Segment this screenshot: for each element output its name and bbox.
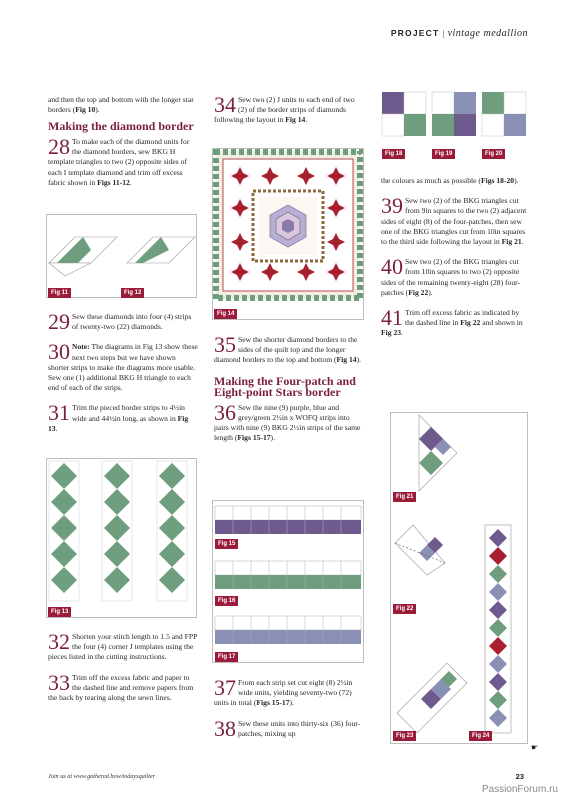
fig-11-label: Fig 11 xyxy=(48,288,71,298)
fig-14-label: Fig 14 xyxy=(214,309,237,319)
step-number: 33 xyxy=(48,669,70,695)
step-text-mid: and shown in xyxy=(480,318,523,328)
fig-ref: Fig 22 xyxy=(460,318,481,328)
step-text: Sew two (2) of the BKG triangles cut from 9in squares to the two (2) adjacent sides of eight (8) of the four-patches, then sew one of the BKG triangles cut from 10in squares to the third side following the layout in xyxy=(381,196,527,247)
figure-14-box xyxy=(212,148,364,320)
step-41 xyxy=(381,305,529,339)
step-number: 41 xyxy=(381,305,403,331)
figure-15-17-box xyxy=(212,500,364,663)
fig-ref: Figs 15-17 xyxy=(237,433,271,443)
step-end: . xyxy=(305,115,308,125)
step-35 xyxy=(214,332,364,366)
step-31 xyxy=(48,400,198,434)
header-title: vintage medallion xyxy=(447,28,528,39)
step-number: 36 xyxy=(214,399,236,425)
fig-16-label: Fig 16 xyxy=(215,596,238,606)
step-end: . xyxy=(129,177,132,187)
strip-set-purple xyxy=(215,506,361,534)
heading-diamond-border: Making the diamond border xyxy=(48,119,194,134)
quilt-layout-illustration xyxy=(213,149,363,301)
step-text: Sew two (2) of the BKG triangles cut from 10in squares to two (2) opposite sides of the remaining twenty-eight (28) four-patches ( xyxy=(381,257,521,297)
fig-ref: Figs 18-20 xyxy=(480,176,515,185)
step-37 xyxy=(214,675,364,709)
header-separator: | xyxy=(442,28,445,38)
intro-end: ). xyxy=(95,105,100,115)
step-number: 29 xyxy=(48,309,70,334)
fig-24-label: Fig 24 xyxy=(469,731,492,741)
step-number: 38 xyxy=(214,715,236,741)
step-36 xyxy=(214,399,364,444)
step-text: Shorten your stitch length to 1.5 and FPP the four (4) corner J templates using the pieces listed in the cutting instructions. xyxy=(48,632,198,662)
step-text: Sew these units into thirty-six (36) four-patches, mixing up xyxy=(238,718,361,738)
step-number: 31 xyxy=(48,400,70,426)
figure-21-24-box xyxy=(390,412,528,744)
four-patch-illustration xyxy=(380,90,531,148)
intro-paragraph xyxy=(48,95,198,115)
pointing-hand-icon: ☛ xyxy=(531,743,539,752)
fig-23-unit xyxy=(397,663,467,733)
fig-ref: Fig 14 xyxy=(336,355,357,365)
step-end: . xyxy=(55,423,58,433)
diamond-strips-illustration xyxy=(47,459,198,604)
note-label: Note: xyxy=(72,342,90,352)
column-2-top xyxy=(214,92,364,136)
step-29 xyxy=(48,309,198,334)
step-30 xyxy=(48,339,198,393)
step-end: ). xyxy=(289,698,294,708)
step-39 xyxy=(381,193,529,247)
diamond-strip-1 xyxy=(49,461,79,601)
intro-text: and then the top and bottom with the longer star borders ( xyxy=(48,95,194,115)
fig-ref: Fig 13 xyxy=(48,413,189,433)
figure-11-12-box xyxy=(46,214,197,298)
step-text: Trim off the excess fabric and paper to the dashed line and remove papers from the back by tearing along the sewn lines. xyxy=(48,672,194,703)
step-end: ). xyxy=(270,433,275,443)
fig-17-label: Fig 17 xyxy=(215,652,238,662)
fig-20-label: Fig 20 xyxy=(482,149,505,159)
strip-sets-illustration xyxy=(213,501,363,651)
step-number: 28 xyxy=(48,133,70,159)
column-2-bottom xyxy=(214,675,364,749)
fig-21-unit xyxy=(419,415,457,491)
fig-22-unit xyxy=(395,525,445,575)
step-number: 32 xyxy=(48,629,70,654)
step-28 xyxy=(48,133,198,188)
step-33 xyxy=(48,669,198,704)
step-end: ). xyxy=(428,287,433,297)
heading-fourpatch: Making the Four-patch and Eight-point Stars border xyxy=(214,373,356,400)
fig-24-column xyxy=(485,525,511,733)
footer-url: Join us at www.gathered.how/todaysquilter xyxy=(48,773,156,780)
step-text: The diagrams in Fig 13 show these next two steps but we have shown shorter strips to make the diagrams more usable. Sew one (1) additional BKG H triangle to each end of each of the strips. xyxy=(48,342,198,393)
fig-22-label: Fig 22 xyxy=(393,604,416,614)
column-1 xyxy=(48,95,198,198)
fig-ref: Fig 23 xyxy=(381,328,402,338)
step-text: Trim the pieced border strips to 4½in wide and 44½in long, as shown in xyxy=(72,403,185,423)
strip-set-green xyxy=(215,561,361,589)
header-project: PROJECT xyxy=(390,28,440,38)
figure-18-20-box xyxy=(380,90,531,160)
step-number: 39 xyxy=(381,193,403,219)
step-38 xyxy=(214,715,364,741)
step-text: Sew these diamonds into four (4) strips of twenty-two (22) diamonds. xyxy=(72,312,192,332)
fig-19-label: Fig 19 xyxy=(432,149,455,159)
step-number: 34 xyxy=(214,92,236,117)
step-number: 30 xyxy=(48,339,70,365)
strip-set-blue xyxy=(215,616,361,644)
step-end: . xyxy=(401,328,403,338)
step-text: To make each of the diamond units for the diamond borders, sew BKG H template triangles to two (2) opposite sides of each I template diamond and trim off excess fabric shown in xyxy=(48,136,190,187)
step-number: 35 xyxy=(214,332,236,357)
step-end: ). xyxy=(514,176,519,185)
fig-ref: Fig 21 xyxy=(501,237,522,247)
step-text: the colours as much as possible ( xyxy=(381,176,481,185)
four-patch-20 xyxy=(482,92,526,136)
fig-ref: Figs 11-12 xyxy=(97,177,130,187)
fig-13-label: Fig 13 xyxy=(48,607,71,617)
fig-ref: Fig 14 xyxy=(285,115,306,125)
step-text: From each strip set cut eight (8) 2½in wide units, yielding seventy-two (72) units in total ( xyxy=(214,678,353,708)
fig-ref: Figs 15-17 xyxy=(256,698,290,708)
step-end: . xyxy=(521,237,524,247)
figure-13-box xyxy=(46,458,197,618)
fig-18-label: Fig 18 xyxy=(382,149,405,159)
step-text: Sew the shorter diamond borders to the sides of the quilt top and the longer diamond borders to the top and bottom ( xyxy=(214,335,358,365)
fig-23-label: Fig 23 xyxy=(393,731,416,741)
step-text: Sew two (2) J units to each end of two (2) of the border strips of diamonds following the layout in xyxy=(214,95,355,125)
fig-21-label: Fig 21 xyxy=(393,492,416,502)
step-text: Trim off excess fabric as indicated by the dashed line in xyxy=(405,308,520,328)
step-number: 37 xyxy=(214,675,236,700)
fig-15-label: Fig 15 xyxy=(215,539,238,549)
page-number: 23 xyxy=(515,772,524,781)
intro-fig-ref: Fig 10 xyxy=(75,105,96,115)
step-40 xyxy=(381,254,529,298)
column-2-mid xyxy=(214,332,364,453)
fig-ref: Fig 22 xyxy=(408,287,429,297)
watermark: PassionForum.ru xyxy=(481,784,558,795)
continued-paragraph xyxy=(381,176,529,186)
step-32 xyxy=(48,629,198,663)
page-header xyxy=(391,28,528,39)
step-number: 40 xyxy=(381,254,403,280)
four-patch-18 xyxy=(382,92,426,136)
step-34 xyxy=(214,92,364,126)
fig-12-label: Fig 12 xyxy=(121,288,144,298)
column-1-mid xyxy=(48,309,198,444)
column-3 xyxy=(381,176,529,349)
diamond-strip-2 xyxy=(102,461,132,601)
column-1-bottom xyxy=(48,629,198,713)
step-text: Sew the nine (9) purple, blue and grey/green 2½in x WOFQ strips into pairs with nine (9) BKG 2½in strips of the same length ( xyxy=(214,402,361,443)
diamond-unit-illustration xyxy=(47,215,198,299)
four-patch-19 xyxy=(432,92,476,136)
step-end: ). xyxy=(356,355,362,365)
diamond-strip-3 xyxy=(157,461,187,601)
setting-triangles-illustration xyxy=(391,413,529,735)
